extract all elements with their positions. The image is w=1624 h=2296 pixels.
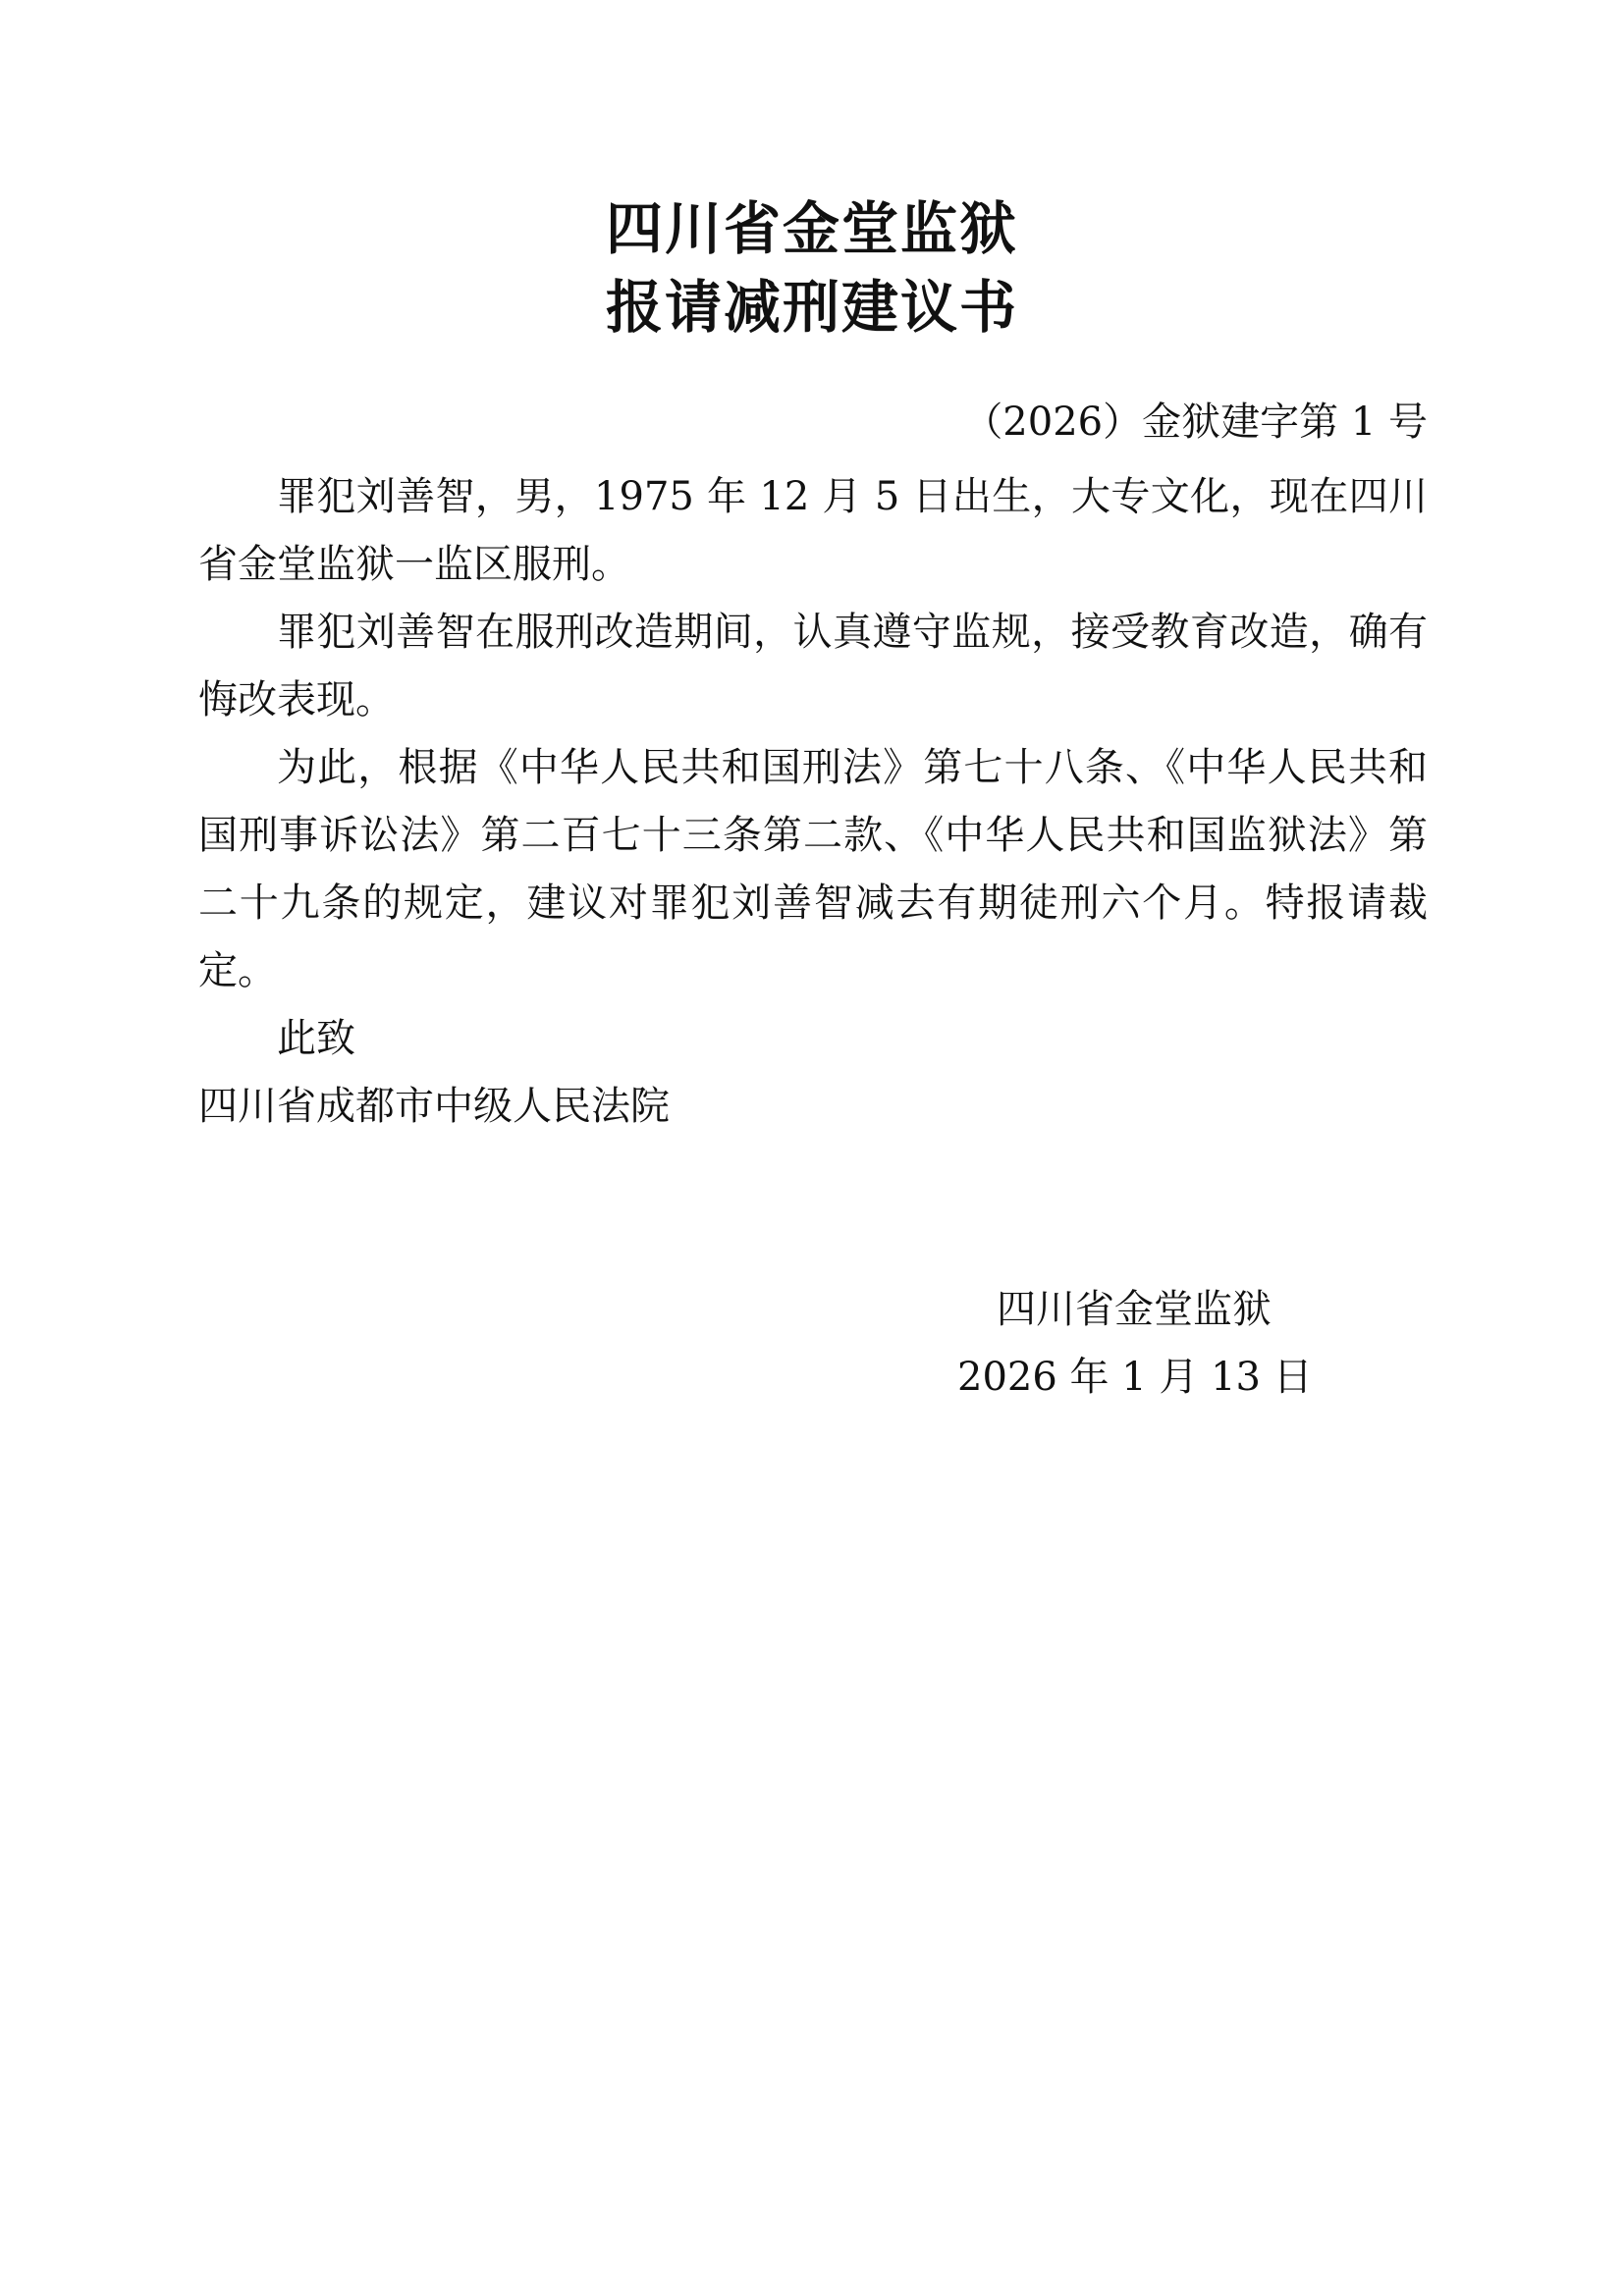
document-number: （2026）金狱建字第 1 号 [963, 400, 1428, 445]
document-title-line1: 四川省金堂监狱 [605, 195, 1018, 262]
paragraph-recommendation: 为此，根据《中华人民共和国刑法》第七十八条、《中华人民共和国刑事诉讼法》第二百七十三条第二款、《中华人民共和国监狱法》第二十九条的规定，建议对罪犯刘善智减去有期徒刑六个月。特报请裁定。 [198, 745, 1428, 993]
paragraph-conduct: 罪犯刘善智在服刑改造期间，认真遵守监规，接受教育改造，确有悔改表现。 [198, 610, 1428, 722]
paragraph-prisoner-info: 罪犯刘善智，男，1975 年 12 月 5 日出生，大专文化，现在四川省金堂监狱一监区服刑。 [198, 474, 1428, 587]
document-body [198, 463, 1428, 1141]
recipient: 四川省成都市中级人民法院 [198, 1084, 670, 1129]
issuer-name: 四川省金堂监狱 [997, 1287, 1272, 1332]
salutation: 此致 [277, 1016, 355, 1061]
issue-date: 2026 年 1 月 13 日 [957, 1355, 1313, 1400]
signature-block [957, 1276, 1311, 1412]
document-title-line2: 报请减刑建议书 [605, 274, 1018, 341]
